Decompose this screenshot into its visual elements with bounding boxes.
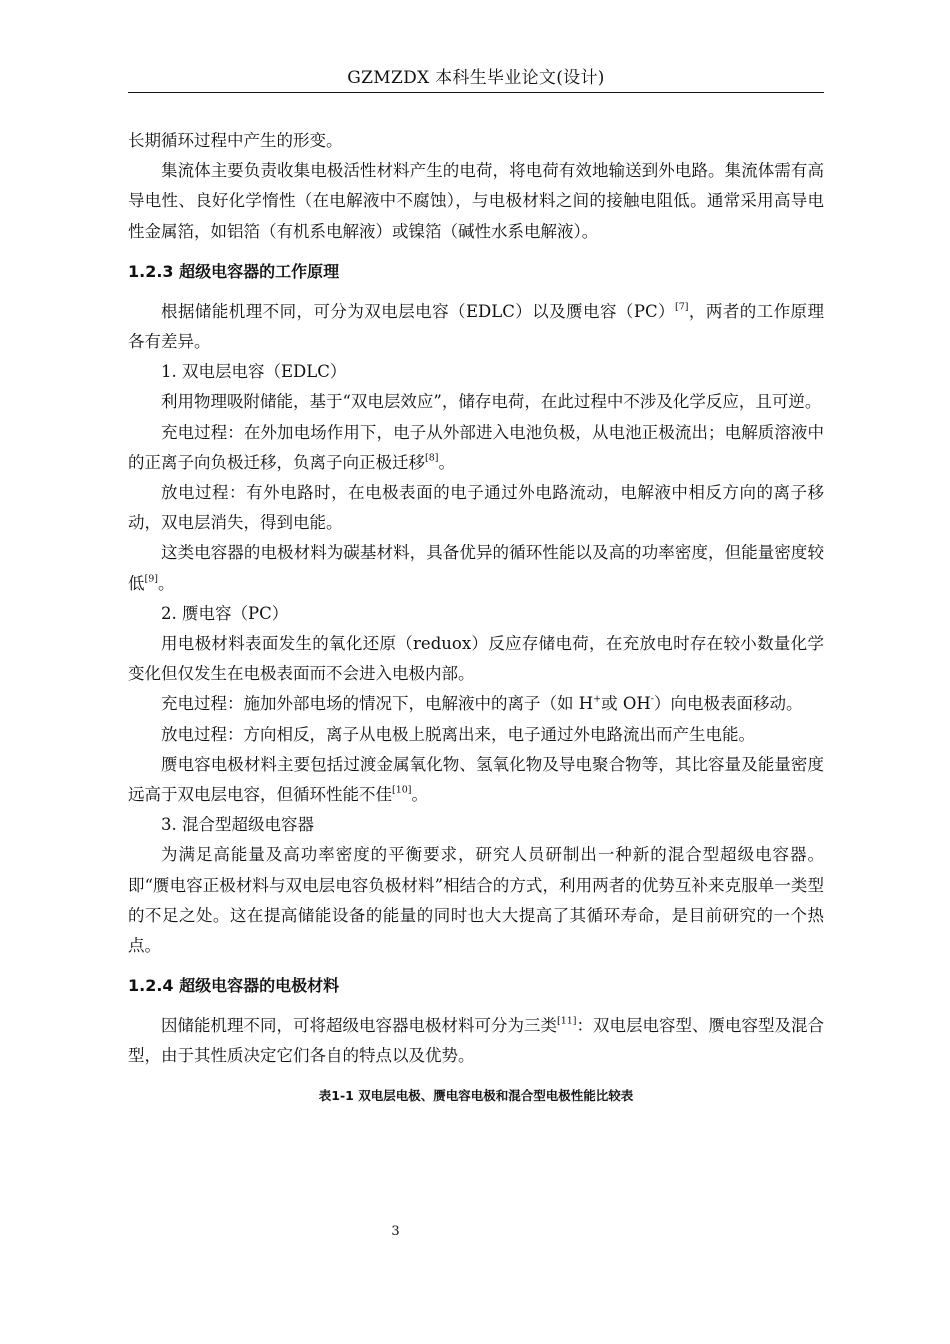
paragraph-pc-charging	[128, 689, 824, 719]
paragraph-text: 。	[157, 573, 175, 593]
paragraph-storage-mechanism	[128, 297, 824, 357]
citation-ref: [10]	[392, 784, 412, 796]
paragraph-text: 充电过程：施加外部电场的情况下，电解液中的离子（如 H	[161, 694, 594, 714]
paragraph-edlc-discharging: 放电过程：有外电路时，在电极表面的电子通过外电路流动，电解液中相反方向的离子移动，双电层消失，得到电能。	[128, 483, 824, 533]
citation-ref: [8]	[425, 452, 439, 464]
paragraph-text: 根据储能机理不同，可分为双电层电容（EDLC）以及赝电容（PC）	[161, 301, 675, 321]
document-body	[128, 126, 824, 1108]
paragraph-pc-discharging: 放电过程：方向相反，离子从电极上脱离出来，电子通过外电路流出而产生电能。	[161, 724, 755, 744]
citation-ref: [11]	[557, 1015, 577, 1027]
paragraph-text: 。	[438, 452, 455, 472]
list-item-hybrid: 3. 混合型超级电容器	[161, 815, 314, 835]
paragraph-text: ，两者的工作原理各有差异。	[128, 301, 824, 352]
section-heading-electrode-materials: 1.2.4 超级电容器的电极材料	[128, 976, 340, 996]
paragraph-text: 这类电容器的电极材料为碳基材料，具备优异的循环性能以及高的功率密度，但能量密度较低	[128, 543, 824, 593]
paragraph-text: ）向电极表面移动。	[654, 694, 803, 714]
paragraph-continuation: 长期循环过程中产生的形变。	[128, 131, 343, 150]
citation-ref: [7]	[674, 301, 689, 313]
paragraph-text: ：双电层电容型、赝电容型及混合型，由于其性质决定它们各自的特点以及优势。	[128, 1016, 825, 1066]
section-heading-working-principle: 1.2.3 超级电容器的工作原理	[128, 261, 340, 281]
paragraph-text: 因储能机理不同，可将超级电容器电极材料可分为三类	[161, 1016, 557, 1036]
paragraph-text: 赝电容电极材料主要包括过渡金属氧化物、氢氧化物及导电聚合物等，其比容量及能量密度远高于双电层电容，但循环性能不佳	[128, 754, 824, 805]
paragraph-pc-principle: 用电极材料表面发生的氧化还原（reduox）反应存储电荷，在充放电时存在较小数量化学变化但仅发生在电极表面而不会进入电极内部。	[128, 634, 824, 684]
paragraph-edlc-materials	[128, 538, 824, 598]
paragraph-current-collector: 集流体主要负责收集电极活性材料产生的电荷，将电荷有效地输送到外电路。集流体需有高导电性、良好化学惰性（在电解液中不腐蚀），与电极材料之间的接触电阻低。通常采用高导电性金属箔，如铝箔（有机系电解液）或镍箔（碱性水系电解液）。	[128, 161, 824, 241]
header-rule	[128, 92, 824, 93]
paragraph-edlc-principle: 利用物理吸附储能，基于“双电层效应”，储存电荷，在此过程中不涉及化学反应，且可逆。	[161, 392, 822, 412]
citation-ref: [9]	[144, 573, 158, 585]
superscript: -	[650, 693, 654, 705]
running-header: GZMZDX 本科生毕业论文(设计)	[347, 68, 605, 88]
paragraph-pc-materials	[128, 750, 824, 810]
superscript: +	[593, 693, 602, 705]
paragraph-hybrid: 为满足高能量及高功率密度的平衡要求，研究人员研制出一种新的混合型超级电容器。即“赝电容正极材料与双电层电容负极材料”相结合的方式，利用两者的优势互补来克服单一类型的不足之处。这在提高储能设备的能量的同时也大大提高了其循环寿命，是目前研究的一个热点。	[128, 845, 824, 956]
list-item-pc: 2. 赝电容（PC）	[161, 603, 289, 623]
paragraph-text: 充电过程：在外加电场作用下，电子从外部进入电池负极，从电池正极流出；电解质溶液中的正离子向负极迁移，负离子向正极迁移	[128, 422, 824, 472]
paragraph-text: 或 OH	[601, 694, 651, 714]
paragraph-text: 。	[411, 785, 429, 805]
paragraph-edlc-charging	[128, 418, 824, 478]
list-item-edlc: 1. 双电层电容（EDLC）	[161, 362, 347, 382]
page-number: 3	[391, 1224, 400, 1239]
paragraph-electrode-classes	[128, 1011, 824, 1071]
table-caption: 表1-1 双电层电极、赝电容电极和混合型电极性能比较表	[318, 1087, 634, 1103]
